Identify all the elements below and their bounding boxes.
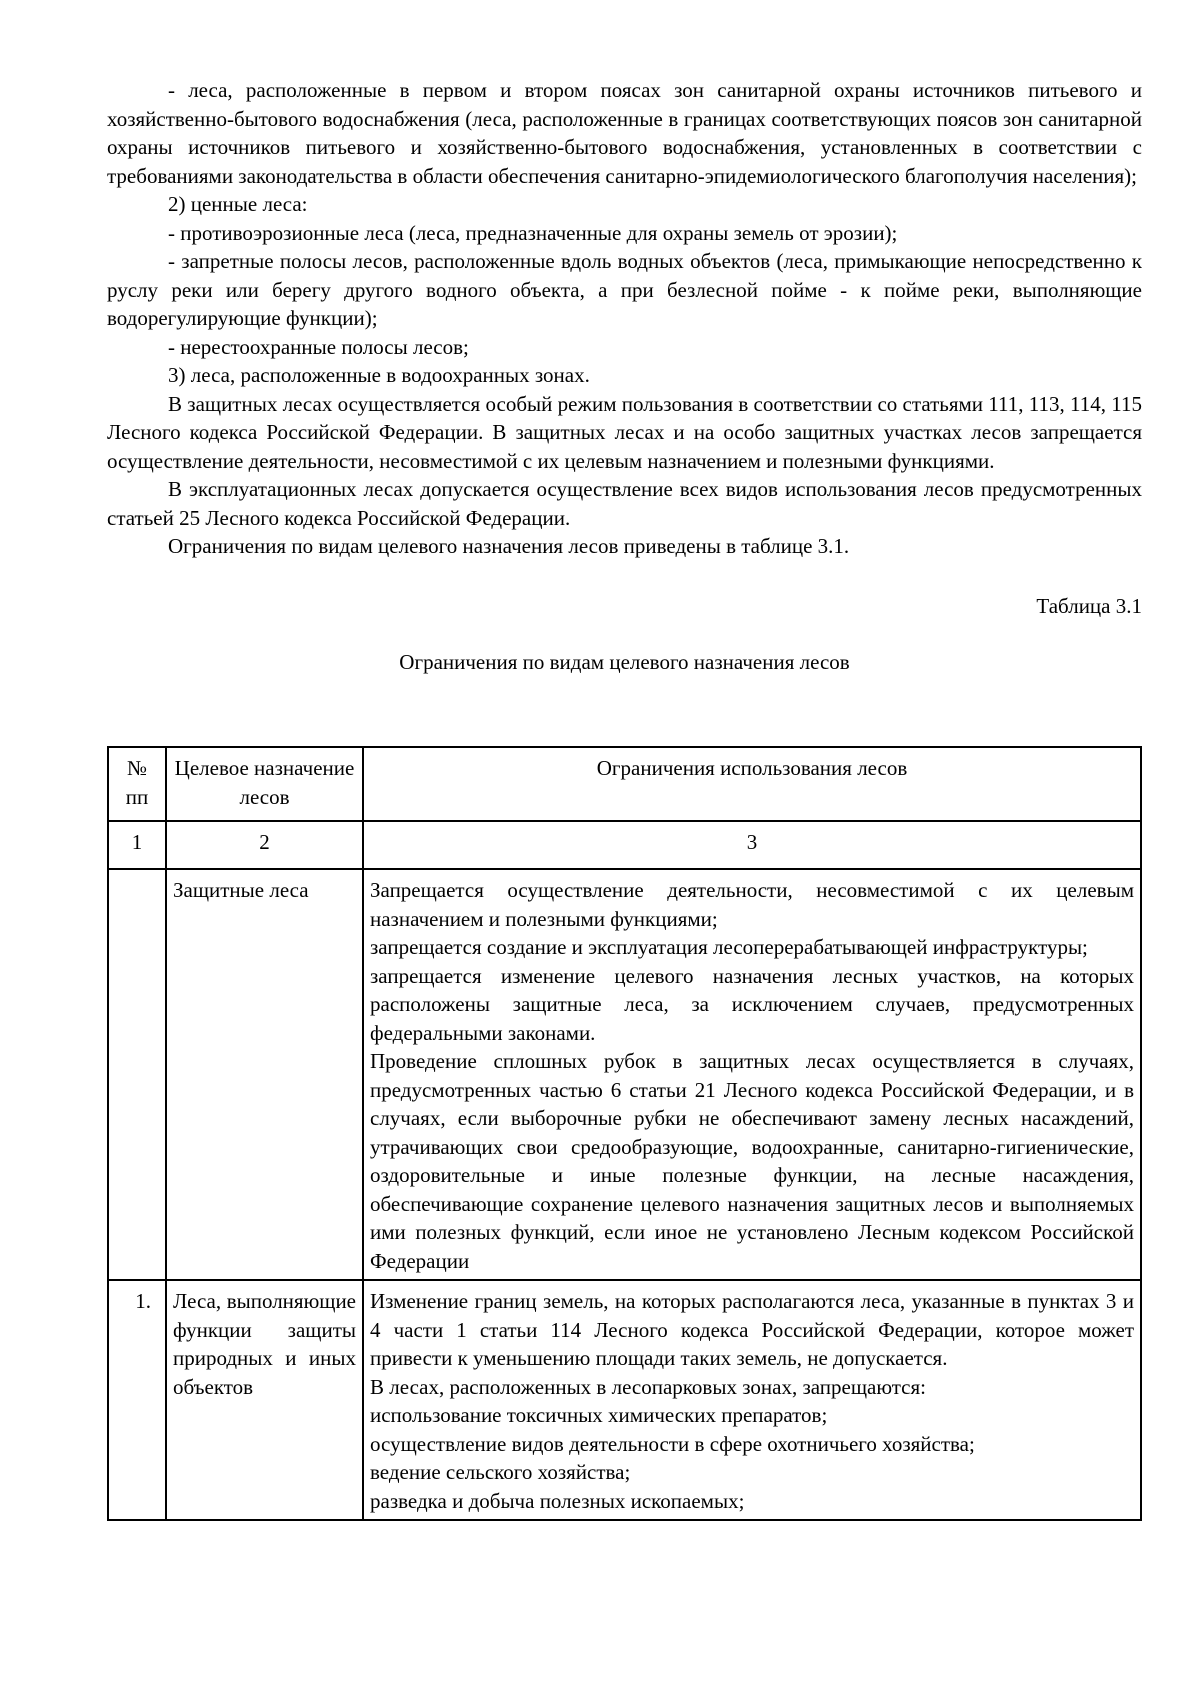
table-row <box>108 869 1141 1280</box>
restrictions-table <box>107 746 1142 1521</box>
column-number-2: 2 <box>166 821 363 869</box>
table-title: Ограничения по видам целевого назначения лесов <box>399 650 850 674</box>
row-purpose-text: Леса, выполняющие функции защиты природных и иных объектов <box>173 1289 356 1399</box>
paragraph-spawning-strips: - нерестоохранные полосы лесов; <box>168 334 469 359</box>
row-purpose <box>166 1280 363 1520</box>
restriction-item: В лесах, расположенных в лесопарковых зонах, запрещаются: <box>370 1374 926 1399</box>
restriction-item: ведение сельского хозяйства; <box>370 1460 631 1484</box>
paragraph-anti-erosion: - противоэрозионные леса (леса, предназначенные для охраны земель от эрозии); <box>168 220 898 245</box>
paragraph-prohibited-strips: - запретные полосы лесов, расположенные вдоль водных объектов (леса, примыкающие непосредственно к руслу реки или берегу другого водного объекта, а при безлесной пойме - к пойме реки, выполняющие водорегулирующие функции); <box>107 249 1142 330</box>
paragraph-protective-regime: В защитных лесах осуществляется особый режим пользования в соответствии со статьями 111, 113, 114, 115 Лесного кодекса Российской Федерации. В защитных лесах и на особо защитных участках лесов запрещается осуществление деятельности, несовместимой с их целевым назначением и полезными функциями. <box>107 391 1142 473</box>
row-restrictions <box>363 1280 1141 1520</box>
header-restrictions-label: Ограничения использования лесов <box>596 756 908 780</box>
header-purpose-label: Целевое назначение лесов <box>174 756 355 809</box>
column-number-3: 3 <box>363 821 1141 869</box>
restriction-item: осуществление видов деятельности в сфере охотничьего хозяйства; <box>370 1431 975 1456</box>
table-label: Таблица 3.1 <box>1036 593 1142 618</box>
restriction-item: запрещается изменение целевого назначения лесных участков, на которых расположены защитные леса, за исключением случаев, предусмотренных федеральными законами. <box>370 963 1134 1045</box>
restriction-item: запрещается создание и эксплуатация лесоперерабатывающей инфраструктуры; <box>370 935 1088 959</box>
row-purpose-text: Защитные леса <box>173 878 309 902</box>
table-row <box>108 1280 1141 1520</box>
restriction-item: Запрещается осуществление деятельности, несовместимой с их целевым назначением и полезными функциями; <box>370 878 1134 931</box>
header-number-label: № пп <box>125 756 149 809</box>
row-number <box>108 869 166 1280</box>
restriction-item: Изменение границ земель, на которых располагаются леса, указанные в пунктах 3 и 4 части 1 статьи 114 Лесного кодекса Российской Федерации, которое может привести к уменьшению площади таких земель, не допускается. <box>370 1289 1134 1370</box>
paragraph-exploitation-forests: В эксплуатационных лесах допускается осуществление всех видов использования лесов предусмотренных статьей 25 Лесного кодекса Российской Федерации. <box>107 477 1142 530</box>
restriction-item: разведка и добыча полезных ископаемых; <box>370 1488 745 1513</box>
header-purpose <box>166 747 363 821</box>
paragraph-table-reference: Ограничения по видам целевого назначения лесов приведены в таблице 3.1. <box>168 534 850 558</box>
paragraph-water-protection: 3) леса, расположенные в водоохранных зонах. <box>168 363 590 387</box>
header-restrictions <box>363 747 1141 821</box>
restriction-item: Проведение сплошных рубок в защитных лесах осуществляется в случаях, предусмотренных частью 6 статьи 21 Лесного кодекса Российской Федерации, и в случаях, если выборочные рубки не обеспечивают замену лесных насаждений, утрачивающих свои средообразующие, водоохранные, санитарно-гигиенические, оздоровительные и иные полезные функции, на лесные насаждения, обеспечивающие сохранение целевого назначения защитных лесов и выполняемых ими полезных функций, если иное не установлено Лесным кодексом Российской Федерации <box>370 1049 1134 1273</box>
paragraph-sanitary-zones: - леса, расположенные в первом и втором поясах зон санитарной охраны источников питьевого и хозяйственно-бытового водоснабжения (леса, расположенные в границах соответствующих поясов зон санитарной охраны источников питьевого и хозяйственно-бытового водоснабжения, установленных в соответствии с требованиями законодательства в области обеспечения санитарно-эпидемиологического благополучия населения); <box>107 78 1142 188</box>
table-header-row <box>108 747 1141 821</box>
row-purpose <box>166 869 363 1280</box>
table-column-numbers-row <box>108 821 1141 869</box>
row-number: 1. <box>108 1280 166 1520</box>
column-number-1: 1 <box>108 821 166 869</box>
paragraph-valuable-forests: 2) ценные леса: <box>168 192 308 216</box>
header-number <box>108 747 166 821</box>
document-page <box>107 76 1142 677</box>
row-restrictions <box>363 869 1141 1280</box>
restriction-item: использование токсичных химических препаратов; <box>370 1403 828 1427</box>
